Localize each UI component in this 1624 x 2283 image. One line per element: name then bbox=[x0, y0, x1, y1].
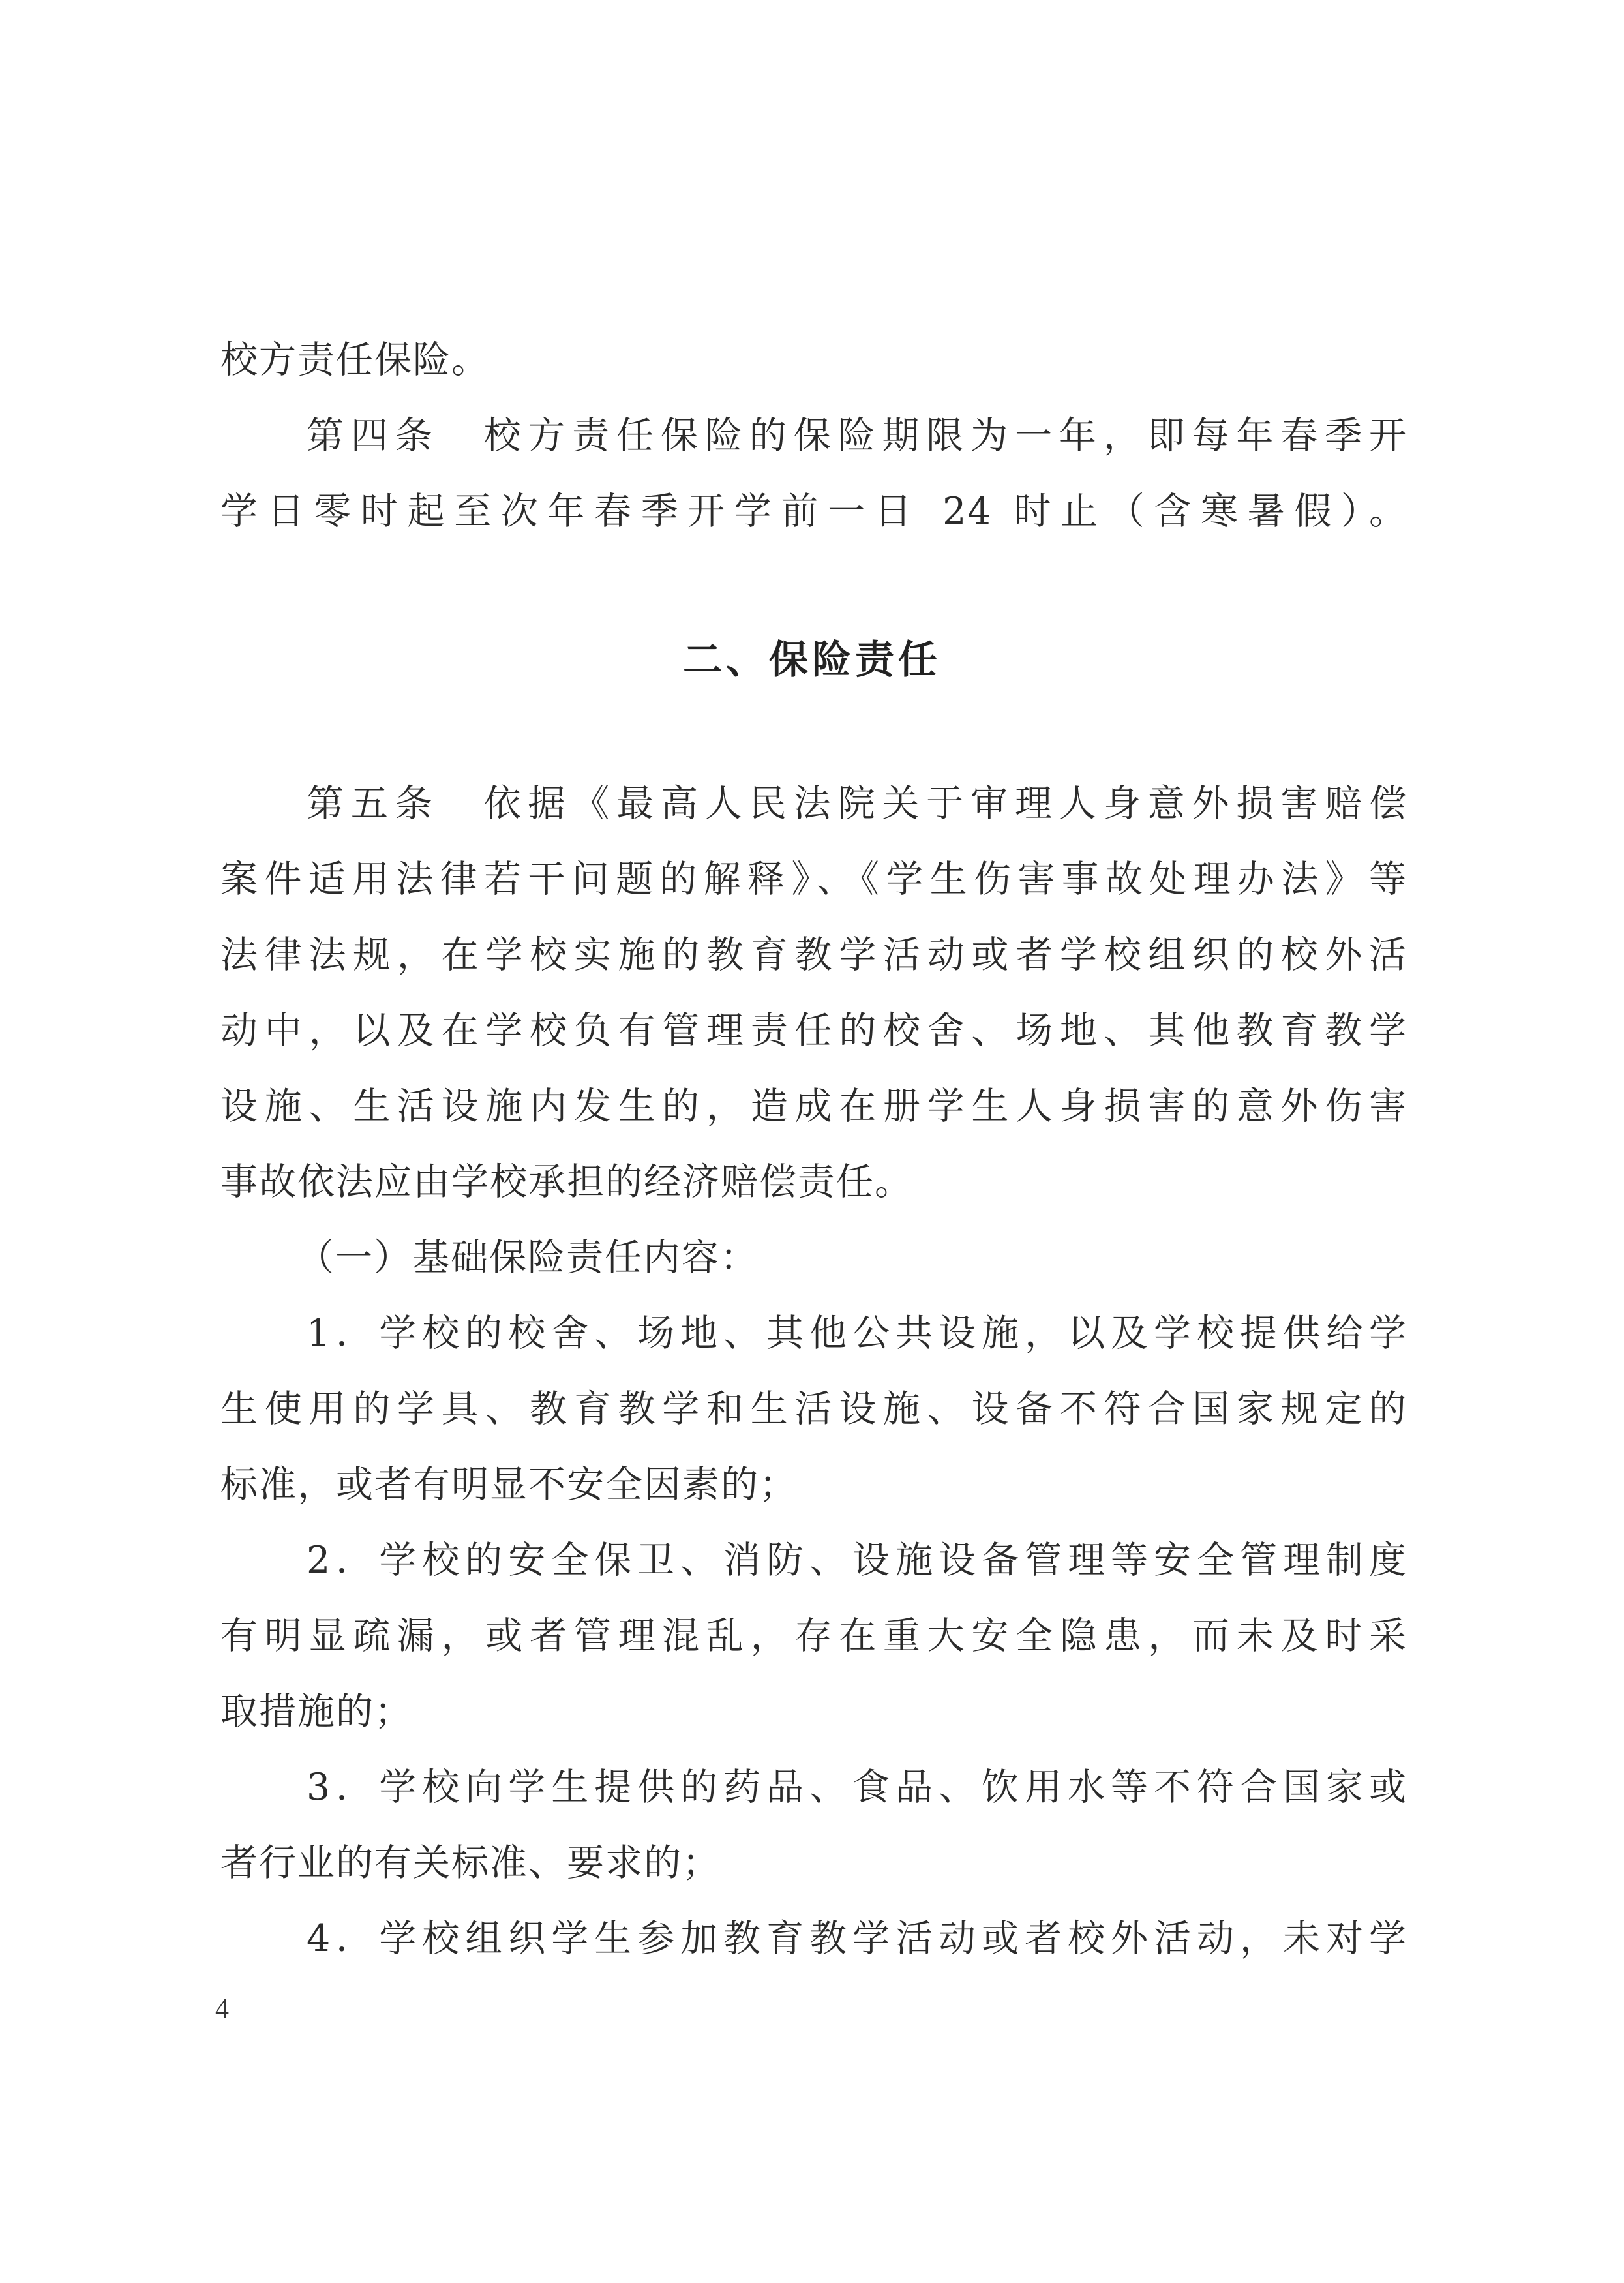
text-line-1: 校方责任保险。 bbox=[220, 339, 490, 382]
article-5-line-4: 动中，以及在学校负有管理责任的校舍、场地、其他教育教学 bbox=[220, 1009, 1407, 1052]
item-3-line-2: 者行业的有关标准、要求的； bbox=[220, 1841, 721, 1884]
article-5-line-2: 案件适用法律若干问题的解释》、《学生伤害事故处理办法》等 bbox=[220, 858, 1407, 901]
item-2-line-1: 2．学校的安全保卫、消防、设施设备管理等安全管理制度 bbox=[307, 1539, 1407, 1582]
article-4-line-1: 第四条 校方责任保险的保险期限为一年，即每年春季开 bbox=[307, 414, 1407, 457]
item-3-line-1: 3．学校向学生提供的药品、食品、饮用水等不符合国家或 bbox=[307, 1766, 1407, 1809]
section-heading: 二、保险责任 bbox=[683, 637, 941, 683]
item-1-line-3: 标准，或者有明显不安全因素的； bbox=[220, 1463, 798, 1506]
article-5-line-5: 设施、生活设施内发生的，造成在册学生人身损害的意外伤害 bbox=[220, 1085, 1407, 1128]
subsection-heading: （一）基础保险责任内容： bbox=[297, 1236, 759, 1279]
page-number: 4 bbox=[215, 1994, 229, 2024]
article-4-line-2: 学日零时起至次年春季开学前一日 24 时止（含寒暑假）。 bbox=[220, 490, 1407, 533]
article-5-line-6: 事故依法应由学校承担的经济赔偿责任。 bbox=[220, 1160, 913, 1203]
item-2-line-2: 有明显疏漏，或者管理混乱，存在重大安全隐患，而未及时采 bbox=[220, 1614, 1407, 1657]
item-2-line-3: 取措施的； bbox=[220, 1690, 413, 1733]
item-1-line-2: 生使用的学具、教育教学和生活设施、设备不符合国家规定的 bbox=[220, 1387, 1407, 1430]
article-5-line-1: 第五条 依据《最高人民法院关于审理人身意外损害赔偿 bbox=[307, 782, 1407, 825]
item-4-line-1: 4．学校组织学生参加教育教学活动或者校外活动，未对学 bbox=[307, 1917, 1407, 1960]
item-1-line-1: 1．学校的校舍、场地、其他公共设施，以及学校提供给学 bbox=[307, 1312, 1407, 1355]
article-5-line-3: 法律法规，在学校实施的教育教学活动或者学校组织的校外活 bbox=[220, 933, 1407, 976]
